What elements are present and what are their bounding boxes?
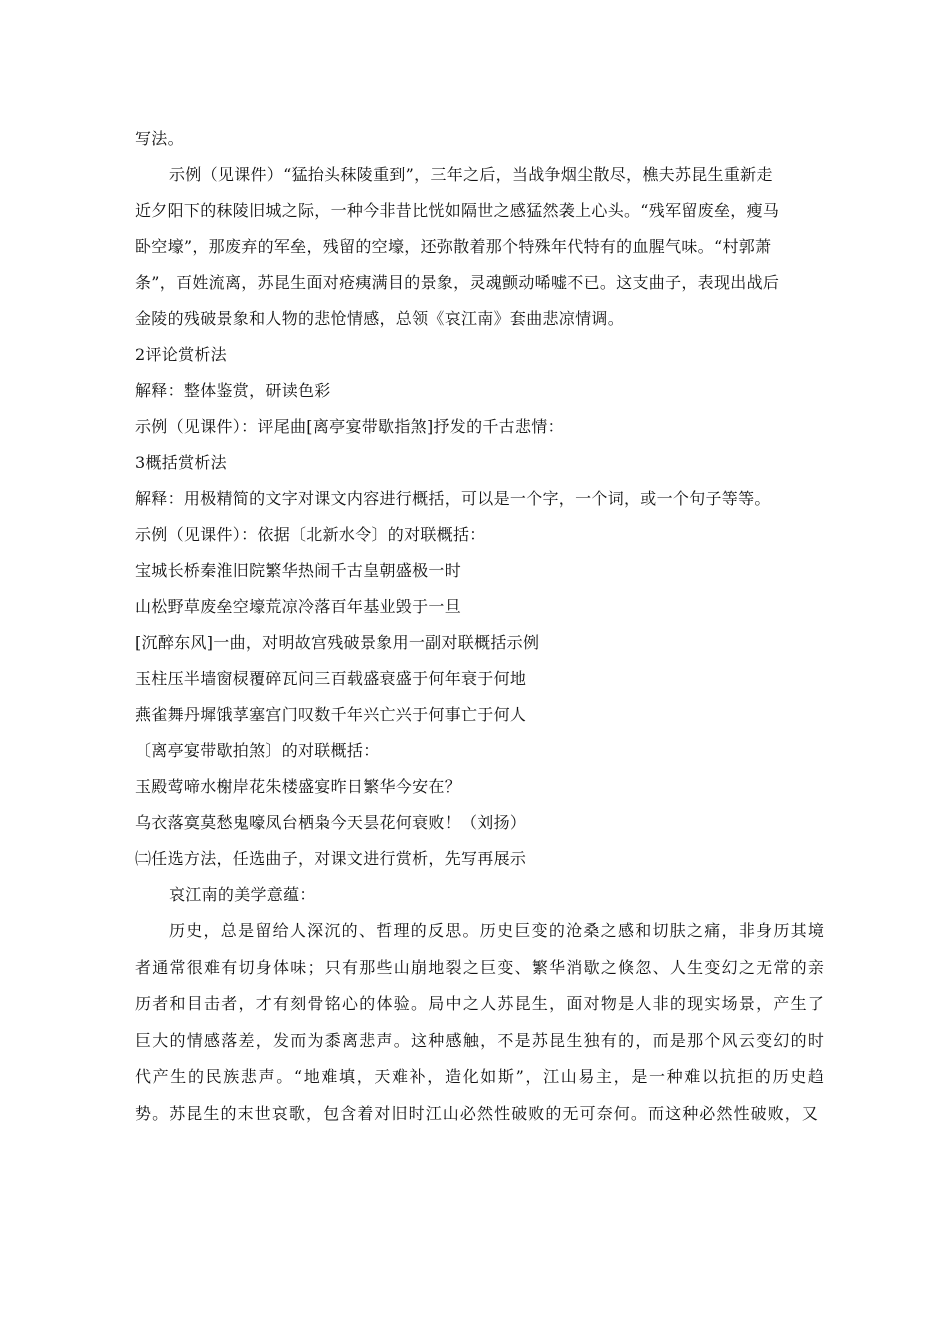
text-line: 写法。 xyxy=(135,129,184,148)
couplet-line: 山松野草废垒空壕荒凉冷落百年基业毁于一旦 xyxy=(135,597,462,616)
document-body xyxy=(135,121,825,1132)
text-line: ㈡任选方法，任选曲子，对课文进行赏析，先写再展示 xyxy=(135,849,527,868)
text-line: 〔离亭宴带歇拍煞〕的对联概括： xyxy=(135,741,380,760)
text-line: 示例（见课件）“猛抬头秣陵重到”，三年之后，当战争烟尘散尽，樵夫苏昆生重新走 xyxy=(169,165,773,184)
text-line: 示例（见课件）：依据〔北新水令〕的对联概括： xyxy=(135,525,486,544)
text-line: 示例（见课件）：评尾曲[离亭宴带歇指煞]抒发的千古悲情： xyxy=(135,417,564,436)
text-line: 近夕阳下的秣陵旧城之际，一种今非昔比恍如隔世之感猛然袭上心头。“残军留废垒，瘦马 xyxy=(135,201,780,220)
couplet-line: 燕雀舞丹墀饿莩塞宫门叹数千年兴亡兴于何事亡于何人 xyxy=(135,705,527,724)
text-line: 卧空壕”，那废弃的军垒，残留的空壕，还弥散着那个特殊年代特有的血腥气味。“村郭萧 xyxy=(135,237,772,256)
text-line: 解释：用极精简的文字对课文内容进行概括，可以是一个字，一个词，或一个句子等等。 xyxy=(135,489,771,508)
couplet-line: 玉柱压半墙窗棂覆碎瓦问三百载盛衰盛于何年衰于何地 xyxy=(135,669,527,688)
section-heading: 2评论赏析法 xyxy=(135,345,227,364)
paragraph-title: 哀江南的美学意蕴： xyxy=(169,885,316,904)
text-line: 金陵的残破景象和人物的悲怆情感，总领《哀江南》套曲悲凉情调。 xyxy=(135,309,625,328)
text-line: [沉醉东风]一曲，对明故宫残破景象用一副对联概括示例 xyxy=(135,633,540,652)
couplet-line: 宝城长桥秦淮旧院繁华热闹千古皇朝盛极一时 xyxy=(135,561,462,580)
section-heading: 3概括赏析法 xyxy=(135,453,227,472)
text-line: 解释：整体鉴赏，研读色彩 xyxy=(135,381,331,400)
text-line: 条”，百姓流离，苏昆生面对疮痍满目的景象，灵魂颤动唏嘘不已。这支曲子，表现出战后 xyxy=(135,273,780,292)
couplet-line: 玉殿莺啼水榭岸花朱楼盛宴昨日繁华今安在？ xyxy=(135,777,462,796)
couplet-line: 乌衣落寞莫愁鬼嚎凤台栖枭今天昙花何衰败！（刘扬） xyxy=(135,813,527,832)
body-paragraph: 历史，总是留给人深沉的、哲理的反思。历史巨变的沧桑之感和切肤之痛，非身历其境者通常很难有切身体味；只有那些山崩地裂之巨变、繁华消歇之倏忽、人生变幻之无常的亲历者和目击者，才有刻骨铭心的体验。局中之人苏昆生，面对物是人非的现实场景，产生了巨大的情感落差，发而为黍离悲声。这种感触，不是苏昆生独有的，而是那个风云变幻的时代产生的民族悲声。“地难填，天难补，造化如斯”，江山易主，是一种难以抗拒的历史趋势。苏昆生的末世哀歌，包含着对旧时江山必然性破败的无可奈何。而这种必然性破败，又 xyxy=(135,921,825,1123)
